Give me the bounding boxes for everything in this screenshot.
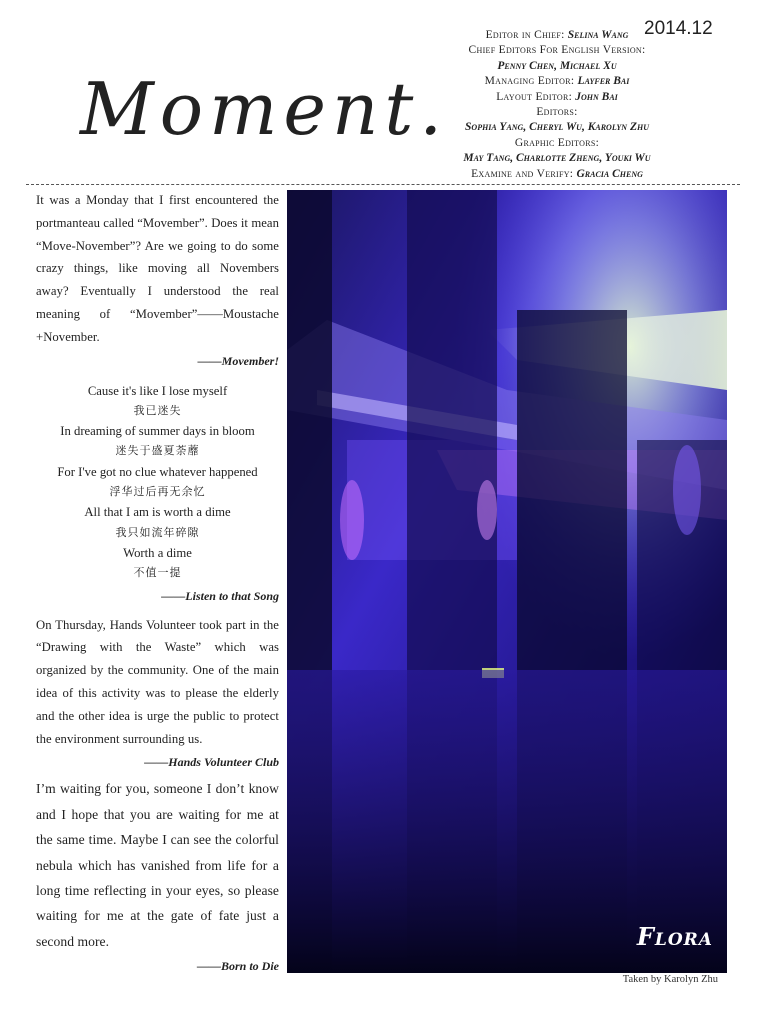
- movember-signature: ——Movember!: [197, 353, 279, 368]
- lyric-line: Cause it's like I lose myself: [87, 383, 228, 398]
- lyric-line-chinese: 浮华过后再无余忆: [109, 485, 206, 499]
- masthead-line: [432, 90, 682, 105]
- lyric-line: In dreaming of summer days in bloom: [60, 424, 255, 439]
- masthead-line: [432, 151, 682, 166]
- masthead-role: Managing Editor:: [484, 75, 578, 88]
- masthead-role: Examine and Verify:: [471, 167, 577, 180]
- photo-title: Flora: [636, 922, 713, 951]
- born-to-die-signature: ——Born to Die: [196, 959, 279, 974]
- masthead-credits: [432, 28, 682, 182]
- masthead-name: Sophia Yang, Cheryl Wu, Karolyn Zhu: [465, 121, 649, 134]
- lyric-line-chinese: 我只如流年碎隙: [115, 525, 200, 539]
- masthead-name: Penny Chen, Michael Xu: [497, 59, 617, 72]
- masthead-line: [432, 28, 682, 43]
- masthead-role: Editor in Chief:: [485, 29, 568, 41]
- masthead-name: John Bai: [575, 90, 618, 103]
- lyric-line: Worth a dime: [123, 545, 192, 560]
- masthead-line: [432, 120, 682, 135]
- dashed-divider: [26, 184, 740, 185]
- masthead-role: Chief Editors For English Version:: [468, 44, 646, 57]
- volunteer-signature: ——Hands Volunteer Club: [144, 755, 279, 770]
- masthead-line: [432, 59, 682, 74]
- lyric-line: All that I am is worth a dime: [84, 505, 231, 520]
- masthead-role: Editors:: [536, 106, 578, 119]
- lyric-line: For I've got no clue whatever happened: [57, 464, 258, 479]
- issue-date: 2014.12: [644, 18, 713, 39]
- masthead-line: [432, 105, 682, 120]
- masthead-role: Layout Editor:: [496, 90, 576, 103]
- photo-credit: Taken by Karolyn Zhu: [622, 974, 718, 985]
- song-lyrics: [36, 381, 279, 584]
- masthead-name: May Tang, Charlotte Zheng, Youki Wu: [463, 152, 651, 165]
- magazine-logo: [80, 62, 449, 152]
- movember-article: It was a Monday that I first encountered the portmanteau called “Movember”. Does it mean “Move-November”? Are we going to do some crazy things, like moving all Novembers away? Eventually I understood the real meaning of “Movember”——Moustache +November.: [36, 193, 279, 344]
- lyric-line-chinese: 迷失于盛夏荼蘼: [115, 444, 200, 458]
- masthead-line: [432, 167, 682, 182]
- left-column: [36, 189, 279, 980]
- born-to-die-article: I’m waiting for you, someone I don’t know and I hope that you are waiting for me at the same time. Maybe I can see the colorful nebula which has vanished from life for a long time reflecting in your eyes, so please waiting for me at the gate of fate just a second more.: [36, 781, 279, 949]
- volunteer-article: On Thursday, Hands Volunteer took part in the “Drawing with the Waste” which was organized by the community. One of the main idea of this activity was to please the elderly and the other idea is urge the public to protect the environment surrounding us.: [36, 617, 279, 746]
- masthead-line: [432, 74, 682, 89]
- masthead-role: Graphic Editors:: [514, 136, 600, 149]
- masthead-name: Layfer Bai: [577, 75, 630, 88]
- photo-illustration: [287, 190, 727, 973]
- masthead-name: Gracia Cheng: [576, 167, 643, 180]
- lyric-line-chinese: 不值一提: [133, 566, 182, 580]
- masthead-line: [432, 136, 682, 151]
- flora-photo: [287, 190, 727, 973]
- lyric-line-chinese: 我已迷失: [133, 403, 182, 417]
- masthead-name: Selina Wang: [567, 29, 629, 41]
- masthead-line: [432, 43, 682, 58]
- song-signature: ——Listen to that Song: [161, 588, 279, 603]
- logo-text: Moment.: [80, 67, 449, 151]
